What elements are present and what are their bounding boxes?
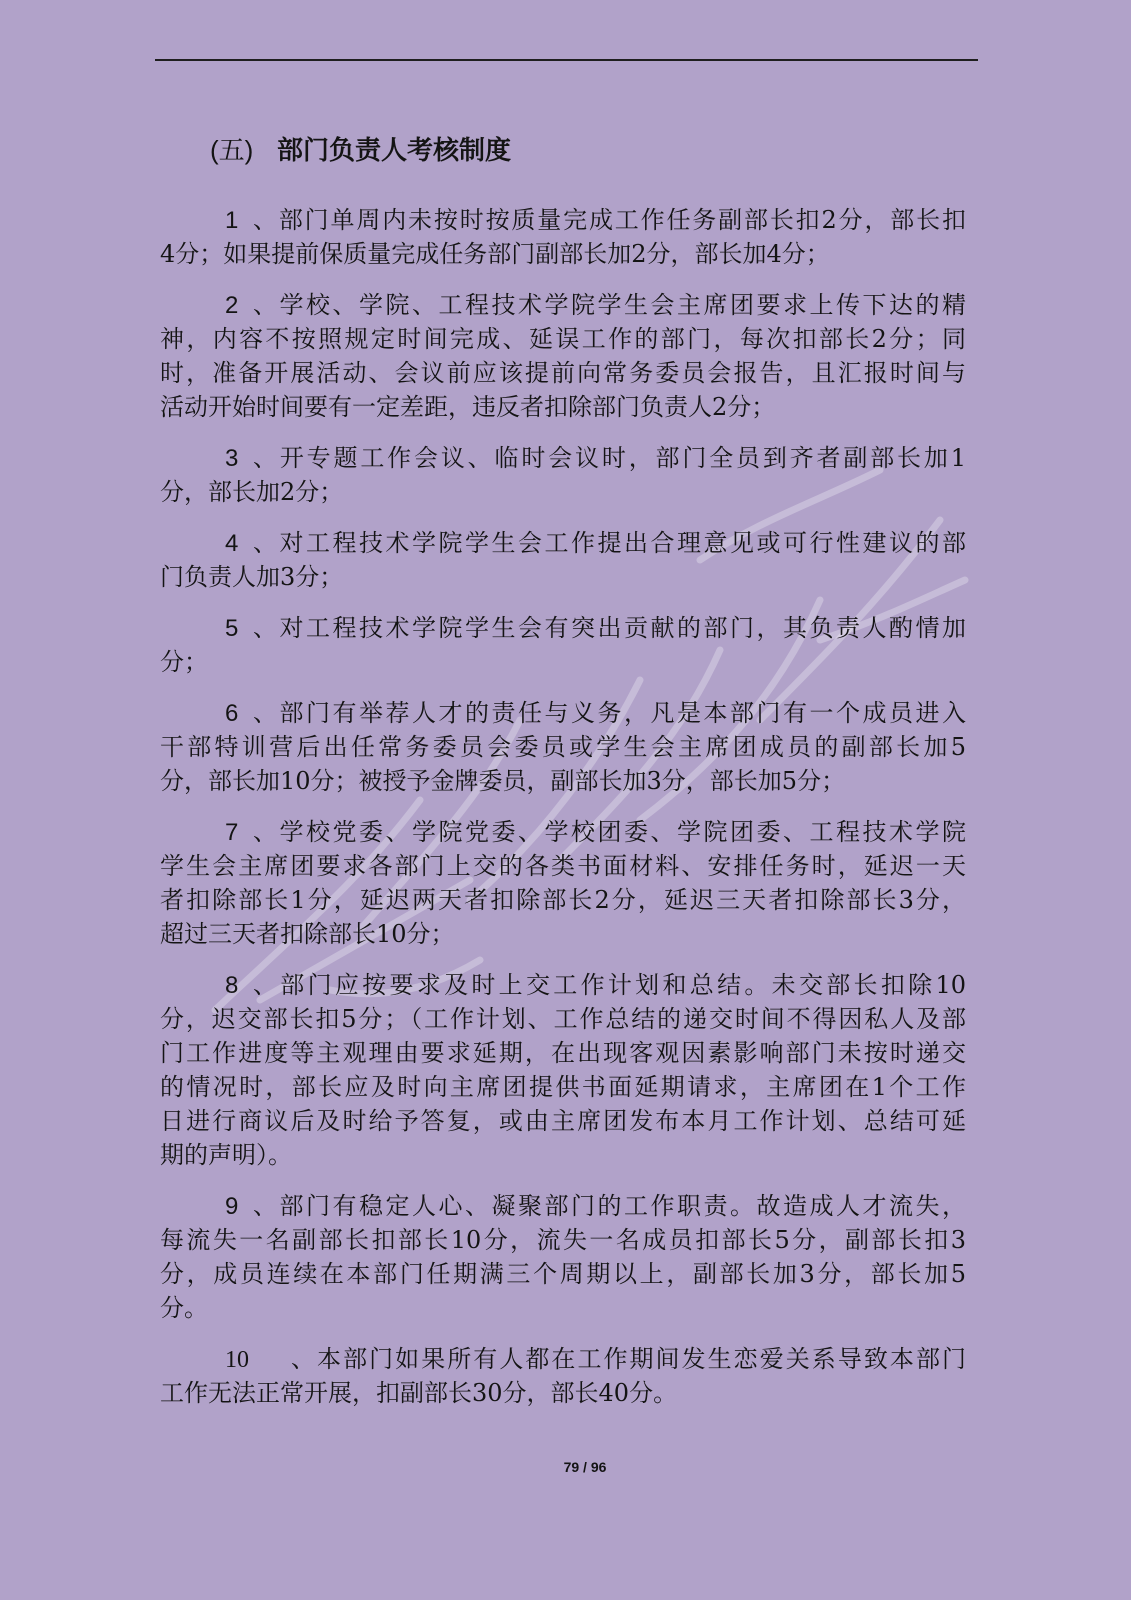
clause-text: 部门单周内未按时按质量完成工作任务副部长扣2分，部长扣 (277, 206, 966, 234)
clause-line: 学生会主席团要求各部门上交的各类书面材料、安排任务时，延迟一天 (160, 852, 966, 880)
clause-text: 部门有稳定人心、凝聚部门的工作职责。故造成人才流失， (277, 1192, 966, 1220)
clause-line (160, 815, 966, 849)
clause-10 (160, 1342, 966, 1410)
clause-number: 6、 (225, 700, 277, 727)
clause-line: 工作无法正常开展，扣副部长30分，部长40分。 (160, 1379, 678, 1407)
page-number: 79 / 96 (563, 1459, 607, 1475)
clause-number: 9、 (225, 1193, 277, 1220)
section-number: (五) (210, 135, 254, 165)
clause-6 (160, 696, 966, 798)
section-title: 部门负责人考核制度 (277, 136, 512, 166)
clause-text: 本部门如果所有人都在工作期间发生恋爱关系导致本部门 (315, 1345, 966, 1373)
clause-line (160, 696, 966, 730)
clause-number: 1、 (225, 207, 277, 234)
clause-line: 活动开始时间要有一定差距，违反者扣除部门负责人2分； (160, 393, 776, 421)
clause-number: 8、 (225, 972, 277, 999)
clause-9 (160, 1189, 966, 1325)
clause-line (160, 611, 966, 645)
clause-line (160, 288, 966, 322)
clause-1 (160, 203, 966, 271)
section-heading (210, 133, 511, 167)
clause-line: 的情况时，部长应及时向主席团提供书面延期请求，主席团在1个工作 (160, 1073, 966, 1101)
clause-8 (160, 968, 966, 1172)
clause-5 (160, 611, 966, 679)
clause-text: 学校、学院、工程技术学院学生会主席团要求上传下达的精 (277, 291, 966, 319)
clause-line: 时，准备开展活动、会议前应该提前向常务委员会报告，且汇报时间与 (160, 359, 966, 387)
clause-line: 4分；如果提前保质量完成任务部门副部长加2分，部长加4分； (160, 240, 830, 268)
clause-text: 部门应按要求及时上交工作计划和总结。未交部长扣除10 (277, 971, 966, 999)
clause-text: 部门有举荐人才的责任与义务，凡是本部门有一个成员进入 (277, 699, 966, 727)
clause-line: 神，内容不按照规定时间完成、延误工作的部门，每次扣部长2分；同 (160, 325, 966, 353)
clause-line: 门工作进度等主观理由要求延期，在出现客观因素影响部门未按时递交 (160, 1039, 966, 1067)
clause-7 (160, 815, 966, 951)
clause-line: 分，成员连续在本部门任期满三个周期以上，副部长加3分，部长加5 (160, 1260, 966, 1288)
clause-line: 超过三天者扣除部长10分； (160, 920, 455, 948)
clause-number: 10、 (225, 1347, 315, 1373)
clause-line (160, 968, 966, 1002)
clause-line (160, 1342, 966, 1376)
clause-3 (160, 441, 966, 509)
clause-4 (160, 526, 966, 594)
clause-number: 7、 (225, 819, 277, 846)
clause-text: 对工程技术学院学生会工作提出合理意见或可行性建议的部 (277, 529, 966, 557)
clause-line: 期的声明）。 (160, 1141, 292, 1169)
clause-number: 3、 (225, 445, 277, 472)
clause-line: 门负责人加3分； (160, 563, 344, 591)
clause-number: 2、 (225, 292, 277, 319)
clause-text: 学校党委、学院党委、学校团委、学院团委、工程技术学院 (277, 818, 966, 846)
clause-line (160, 526, 966, 560)
clause-number: 4、 (225, 530, 277, 557)
clause-2 (160, 288, 966, 424)
clause-line (160, 441, 966, 475)
clause-text: 对工程技术学院学生会有突出贡献的部门，其负责人酌情加 (277, 614, 966, 642)
clause-line: 分，部长加2分； (160, 478, 344, 506)
clause-text: 开专题工作会议、临时会议时，部门全员到齐者副部长加1 (277, 444, 966, 472)
clause-line: 分； (160, 648, 208, 676)
clause-line: 分，部长加10分；被授予金牌委员，副部长加3分，部长加5分； (160, 767, 846, 795)
clause-line: 干部特训营后出任常务委员会委员或学生会主席团成员的副部长加5 (160, 733, 966, 761)
clause-number: 5、 (225, 615, 277, 642)
clause-line: 分，迟交部长扣5分；（工作计划、工作总结的递交时间不得因私人及部 (160, 1005, 966, 1033)
clause-line (160, 1189, 966, 1223)
clause-line: 每流失一名副部长扣部长10分，流失一名成员扣部长5分，副部长扣3 (160, 1226, 966, 1254)
header-rule (155, 59, 978, 61)
clause-line: 日进行商议后及时给予答复，或由主席团发布本月工作计划、总结可延 (160, 1107, 966, 1135)
clause-line: 者扣除部长1分，延迟两天者扣除部长2分，延迟三天者扣除部长3分， (160, 886, 966, 914)
clause-line (160, 203, 966, 237)
clause-line: 分。 (160, 1294, 208, 1322)
clause-list (160, 203, 966, 1427)
